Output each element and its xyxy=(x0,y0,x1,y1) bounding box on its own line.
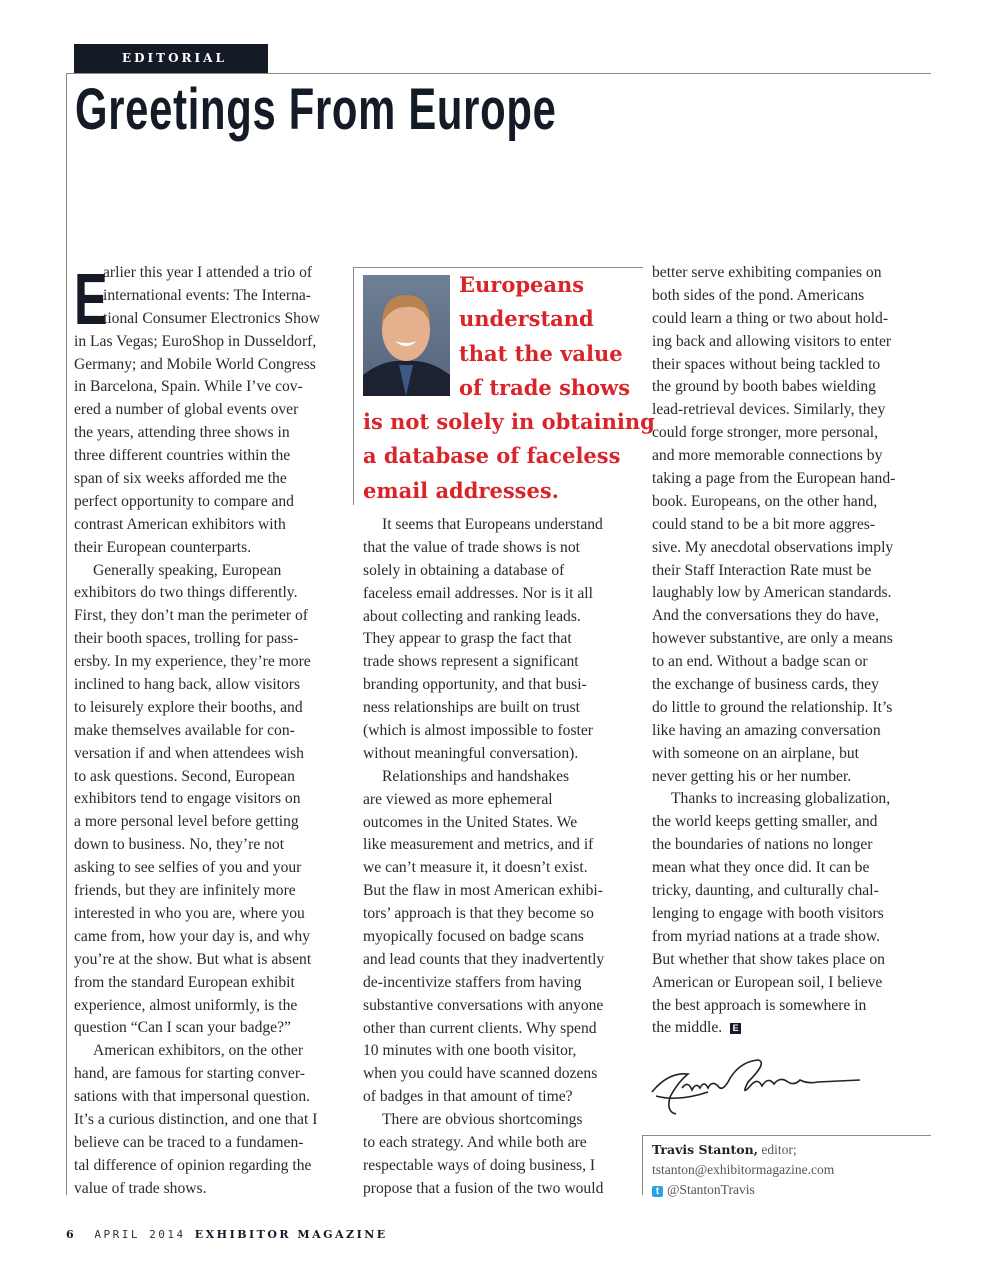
text-line-content: three different countries within the xyxy=(74,447,291,465)
text-line xyxy=(652,720,927,743)
text-line-content: sive. My anecdotal observations imply xyxy=(652,538,894,556)
text-line xyxy=(74,1063,349,1086)
text-line-content: tal difference of opinion regarding the xyxy=(74,1156,312,1174)
text-line-content: to an end. Without a badge scan or xyxy=(652,653,868,671)
text-line xyxy=(74,788,349,811)
text-line-content: in Barcelona, Spain. While I’ve cov- xyxy=(74,378,303,396)
text-line-content: substantive conversations with anyone xyxy=(363,996,604,1014)
text-line xyxy=(363,674,638,697)
text-line-content: when you could have scanned dozens xyxy=(363,1065,598,1083)
text-line-content: the best approach is somewhere in xyxy=(652,996,867,1014)
text-line xyxy=(74,811,349,834)
publication-name: EXHIBITOR MAGAZINE xyxy=(194,1228,388,1241)
article-column-2 xyxy=(363,514,638,1201)
text-line-content: never getting his or her number. xyxy=(652,767,852,785)
text-line xyxy=(74,1040,349,1063)
text-line-content: myopically focused on badge scans xyxy=(363,928,584,946)
text-line-content: de-incentivize staffers from having xyxy=(363,973,582,991)
text-line xyxy=(74,1086,349,1109)
text-line xyxy=(363,1109,638,1132)
text-line xyxy=(652,697,927,720)
text-line-content: outcomes in the United States. We xyxy=(363,813,578,831)
text-line-content: and lead counts that they inadvertently xyxy=(363,950,605,968)
text-line-content: exhibitors do two things differently. xyxy=(74,584,298,602)
text-line xyxy=(363,972,638,995)
text-line xyxy=(74,445,349,468)
text-line xyxy=(652,880,927,903)
text-line-content: perfect opportunity to compare and xyxy=(74,492,294,510)
text-line xyxy=(652,514,927,537)
text-line-content: could learn a thing or two about hold- xyxy=(652,309,889,327)
text-line-content: But whether that show takes place on xyxy=(652,950,885,968)
text-line-content: their booth spaces, trolling for pass- xyxy=(74,630,299,648)
text-line-content: came from, how your day is, and why xyxy=(74,927,311,945)
text-line-content: other than current clients. Why spend xyxy=(363,1019,597,1037)
article-column-3 xyxy=(652,262,927,1040)
text-line xyxy=(652,834,927,857)
bio-rule-top xyxy=(642,1135,931,1136)
text-line xyxy=(74,903,349,926)
text-line-content: believe can be traced to a fundamen- xyxy=(74,1133,304,1151)
text-line-content: the years, attending three shows in xyxy=(74,424,290,442)
text-line xyxy=(74,628,349,651)
end-mark-icon: E xyxy=(730,1023,741,1034)
text-line-content: the ground by booth babes wielding xyxy=(652,378,876,396)
text-line-content: lenging to engage with booth visitors xyxy=(652,904,884,922)
text-line xyxy=(74,605,349,628)
text-line xyxy=(74,697,349,720)
text-line-content: hand, are famous for starting conver- xyxy=(74,1065,305,1083)
text-line xyxy=(74,560,349,583)
text-line-content: propose that a fusion of the two would xyxy=(363,1179,604,1197)
text-line xyxy=(363,743,638,766)
text-line xyxy=(363,537,638,560)
text-line-content: book. Europeans, on the other hand, xyxy=(652,492,878,510)
text-line xyxy=(74,422,349,445)
pull-quote-line: of trade shows xyxy=(459,374,631,400)
text-line xyxy=(74,1178,349,1201)
author-twitter[interactable]: @StantonTravis xyxy=(667,1182,755,1197)
text-line-content: about collecting and ranking leads. xyxy=(363,607,581,625)
pull-quote-rule-left xyxy=(353,267,354,505)
text-line-content: faceless email addresses. Nor is it all xyxy=(363,584,593,602)
text-line-content: and more memorable connections by xyxy=(652,447,883,465)
text-line-content: however substantive, are only a means xyxy=(652,630,893,648)
text-line xyxy=(652,995,927,1018)
text-line-content: ered a number of global events over xyxy=(74,401,299,419)
text-line-content: like measurement and metrics, and if xyxy=(363,836,594,854)
text-line xyxy=(74,926,349,949)
signature xyxy=(648,1052,863,1127)
text-line-content: without meaningful conversation). xyxy=(363,744,579,762)
pull-quote-line: that the value xyxy=(459,340,623,366)
text-line xyxy=(74,537,349,560)
text-line xyxy=(74,880,349,903)
text-line-content: ness relationships are built on trust xyxy=(363,699,580,717)
text-line-content: make themselves available for con- xyxy=(74,721,295,739)
text-line xyxy=(652,560,927,583)
text-line-content: the boundaries of nations no longer xyxy=(652,836,873,854)
text-line-content: the middle. xyxy=(652,1019,723,1037)
text-line xyxy=(652,743,927,766)
header-rule xyxy=(66,73,931,74)
text-line-content: their spaces without being tackled to xyxy=(652,355,881,373)
text-line-content: experience, almost uniformly, is the xyxy=(74,996,298,1014)
text-line xyxy=(74,468,349,491)
text-line xyxy=(652,766,927,789)
text-line xyxy=(363,903,638,926)
text-line xyxy=(363,1178,638,1201)
text-line xyxy=(74,766,349,789)
page-title: Greetings From Europe xyxy=(75,77,557,142)
text-line xyxy=(652,285,927,308)
text-line xyxy=(652,605,927,628)
text-line-content: are viewed as more ephemeral xyxy=(363,790,553,808)
text-line-content: mean what they once did. It can be xyxy=(652,859,870,877)
pull-quote xyxy=(363,268,655,508)
text-line-content: to each strategy. And while both are xyxy=(363,1134,587,1152)
page-number: 6 xyxy=(66,1228,77,1241)
text-line xyxy=(652,651,927,674)
text-line xyxy=(74,376,349,399)
pull-quote-line: Europeans xyxy=(459,272,585,297)
author-photo xyxy=(363,275,450,396)
text-line-content: American exhibitors, on the other xyxy=(93,1042,304,1060)
text-line xyxy=(74,949,349,972)
text-line xyxy=(74,308,349,331)
text-line xyxy=(74,285,349,308)
text-line-content: (which is almost impossible to foster xyxy=(363,722,593,740)
text-line-content: inclined to hang back, allow visitors xyxy=(74,676,301,694)
text-line xyxy=(652,857,927,880)
text-line xyxy=(363,926,638,949)
author-email[interactable]: tstanton@exhibitormagazine.com xyxy=(652,1162,835,1177)
text-line-content: that the value of trade shows is not xyxy=(363,538,580,556)
text-line-content: exhibitors tend to engage visitors on xyxy=(74,790,301,808)
text-line-content: sations with that impersonal question. xyxy=(74,1088,311,1106)
text-line xyxy=(363,1063,638,1086)
text-line-content: There are obvious shortcomings xyxy=(382,1111,583,1129)
text-line xyxy=(652,354,927,377)
section-label: EDITORIAL xyxy=(74,44,268,73)
text-line-content: arlier this year I attended a trio of xyxy=(103,264,313,281)
text-line-content: branding opportunity, and that busi- xyxy=(363,676,587,694)
text-line xyxy=(363,766,638,789)
text-line-content: It’s a curious distinction, and one that I xyxy=(74,1110,318,1128)
text-line-content: They appear to grasp the fact that xyxy=(363,630,572,648)
text-line xyxy=(363,583,638,606)
text-line xyxy=(363,789,638,812)
text-line xyxy=(74,399,349,422)
text-line xyxy=(363,949,638,972)
text-line-content: from myriad nations at a trade show. xyxy=(652,927,881,945)
text-line-content: 10 minutes with one booth visitor, xyxy=(363,1042,577,1060)
text-line xyxy=(652,422,927,445)
text-line xyxy=(74,491,349,514)
text-line-content: international events: The Interna- xyxy=(103,286,311,304)
text-line xyxy=(74,1017,349,1040)
issue-date: APRIL 2014 xyxy=(94,1228,186,1241)
text-line-content: could stand to be a bit more aggres- xyxy=(652,515,876,533)
text-line xyxy=(652,811,927,834)
text-line-content: from the standard European exhibit xyxy=(74,973,295,991)
text-line-content: First, they don’t man the perimeter of xyxy=(74,607,308,625)
bio-rule-left xyxy=(642,1135,643,1195)
text-line-content: could forge stronger, more personal, xyxy=(652,424,878,442)
text-line-content: you’re at the show. But what is absent xyxy=(74,950,312,968)
text-line xyxy=(74,651,349,674)
text-line-content: we can’t measure it, it doesn’t exist. xyxy=(363,859,588,877)
text-line xyxy=(363,1132,638,1155)
text-line-content: do little to ground the relationship. It’s xyxy=(652,698,893,716)
text-line xyxy=(363,995,638,1018)
text-line xyxy=(74,674,349,697)
text-line xyxy=(652,262,927,285)
text-line-content: American or European soil, I believe xyxy=(652,973,883,991)
text-line-content: Germany; and Mobile World Congress xyxy=(74,355,316,373)
text-line xyxy=(363,812,638,835)
text-line xyxy=(74,1155,349,1178)
text-line-content: taking a page from the European hand- xyxy=(652,470,896,488)
text-line xyxy=(363,651,638,674)
left-rule xyxy=(66,73,67,1195)
text-line xyxy=(363,857,638,880)
text-line-content: value of trade shows. xyxy=(74,1179,207,1197)
text-line xyxy=(652,1017,927,1040)
text-line xyxy=(363,560,638,583)
text-line xyxy=(363,628,638,651)
text-line xyxy=(652,628,927,651)
text-line-content: a more personal level before getting xyxy=(74,813,299,831)
text-line-content: tional Consumer Electronics Show xyxy=(103,309,320,327)
pull-quote-line: a database of faceless xyxy=(363,443,621,469)
text-line-content: versation if and when attendees wish xyxy=(74,744,304,762)
text-line xyxy=(363,606,638,629)
text-line xyxy=(363,1040,638,1063)
text-line-content: solely in obtaining a database of xyxy=(363,561,565,579)
text-line xyxy=(363,697,638,720)
text-line-content: their Staff Interaction Rate must be xyxy=(652,561,872,579)
text-line xyxy=(652,926,927,949)
text-line xyxy=(652,376,927,399)
text-line xyxy=(74,995,349,1018)
text-line xyxy=(74,834,349,857)
text-line xyxy=(74,720,349,743)
text-line xyxy=(74,331,349,354)
text-line-content: tricky, daunting, and culturally chal- xyxy=(652,882,879,900)
text-line-content: It seems that Europeans understand xyxy=(382,516,603,533)
text-line-content: in Las Vegas; EuroShop in Dusseldorf, xyxy=(74,332,317,350)
text-line-content: ing back and allowing visitors to enter xyxy=(652,332,892,350)
text-line xyxy=(74,1132,349,1155)
twitter-icon: t xyxy=(652,1186,663,1197)
drop-cap: E xyxy=(74,260,108,340)
text-line-content: trade shows represent a significant xyxy=(363,653,579,671)
text-line-content: friends, but they are infinitely more xyxy=(74,882,296,900)
text-line-content: asking to see selfies of you and your xyxy=(74,859,302,877)
text-line-content: better serve exhibiting companies on xyxy=(652,264,882,281)
author-bio xyxy=(652,1140,834,1200)
text-line xyxy=(652,972,927,995)
text-line-content: respectable ways of doing business, I xyxy=(363,1156,596,1174)
text-line-content: the exchange of business cards, they xyxy=(652,676,879,694)
text-line xyxy=(652,308,927,331)
text-line xyxy=(363,1018,638,1041)
text-line xyxy=(363,880,638,903)
text-line-content: ersby. In my experience, they’re more xyxy=(74,653,311,671)
text-line-content: Thanks to increasing globalization, xyxy=(671,790,891,808)
author-name: Travis Stanton, xyxy=(652,1142,759,1157)
pull-quote-line: is not solely in obtaining xyxy=(363,409,655,435)
text-line-content: contrast American exhibitors with xyxy=(74,515,286,533)
text-line xyxy=(74,262,349,285)
text-line-content: interested in who you are, where you xyxy=(74,904,305,922)
text-line-content: of badges in that amount of time? xyxy=(363,1088,573,1106)
text-line xyxy=(363,1086,638,1109)
text-line-content: with someone on an airplane, but xyxy=(652,744,859,762)
text-line-content: their European counterparts. xyxy=(74,538,252,556)
author-role: editor; xyxy=(758,1142,797,1157)
text-line xyxy=(363,1155,638,1178)
text-line-content: tors’ approach is that they become so xyxy=(363,905,594,923)
page-footer xyxy=(66,1228,388,1241)
text-line xyxy=(363,720,638,743)
text-line xyxy=(363,514,638,537)
text-line xyxy=(652,331,927,354)
text-line xyxy=(363,834,638,857)
text-line-content: lead-retrieval devices. Similarly, they xyxy=(652,401,886,419)
text-line-content: down to business. No, they’re not xyxy=(74,836,285,854)
text-line-content: And the conversations they do have, xyxy=(652,607,879,625)
text-line xyxy=(652,399,927,422)
text-line xyxy=(652,788,927,811)
pull-quote-line: email addresses. xyxy=(363,477,559,503)
text-line xyxy=(652,674,927,697)
text-line-content: the world keeps getting smaller, and xyxy=(652,813,878,831)
text-line xyxy=(74,1109,349,1132)
text-line-content: Relationships and handshakes xyxy=(382,767,570,785)
text-line-content: to leisurely explore their booths, and xyxy=(74,698,303,716)
text-line-content: to ask questions. Second, European xyxy=(74,767,295,785)
pull-quote-line: understand xyxy=(459,306,594,332)
text-line xyxy=(74,857,349,880)
text-line-content: Generally speaking, European xyxy=(93,561,282,579)
text-line xyxy=(652,468,927,491)
text-line xyxy=(74,354,349,377)
text-line-content: both sides of the pond. Americans xyxy=(652,286,865,304)
text-line xyxy=(652,537,927,560)
text-line xyxy=(74,743,349,766)
text-line xyxy=(652,903,927,926)
text-line-content: question “Can I scan your badge?” xyxy=(74,1019,291,1037)
text-line xyxy=(74,972,349,995)
text-line xyxy=(74,514,349,537)
text-line xyxy=(652,445,927,468)
text-line xyxy=(652,582,927,605)
text-line-content: But the flaw in most American exhibi- xyxy=(363,882,603,900)
text-line xyxy=(652,491,927,514)
text-line xyxy=(74,582,349,605)
text-line-content: like having an amazing conversation xyxy=(652,721,881,739)
text-line-content: laughably low by American standards. xyxy=(652,584,892,602)
text-line xyxy=(652,949,927,972)
article-column-1 xyxy=(74,262,349,1201)
text-line-content: span of six weeks afforded me the xyxy=(74,470,287,488)
